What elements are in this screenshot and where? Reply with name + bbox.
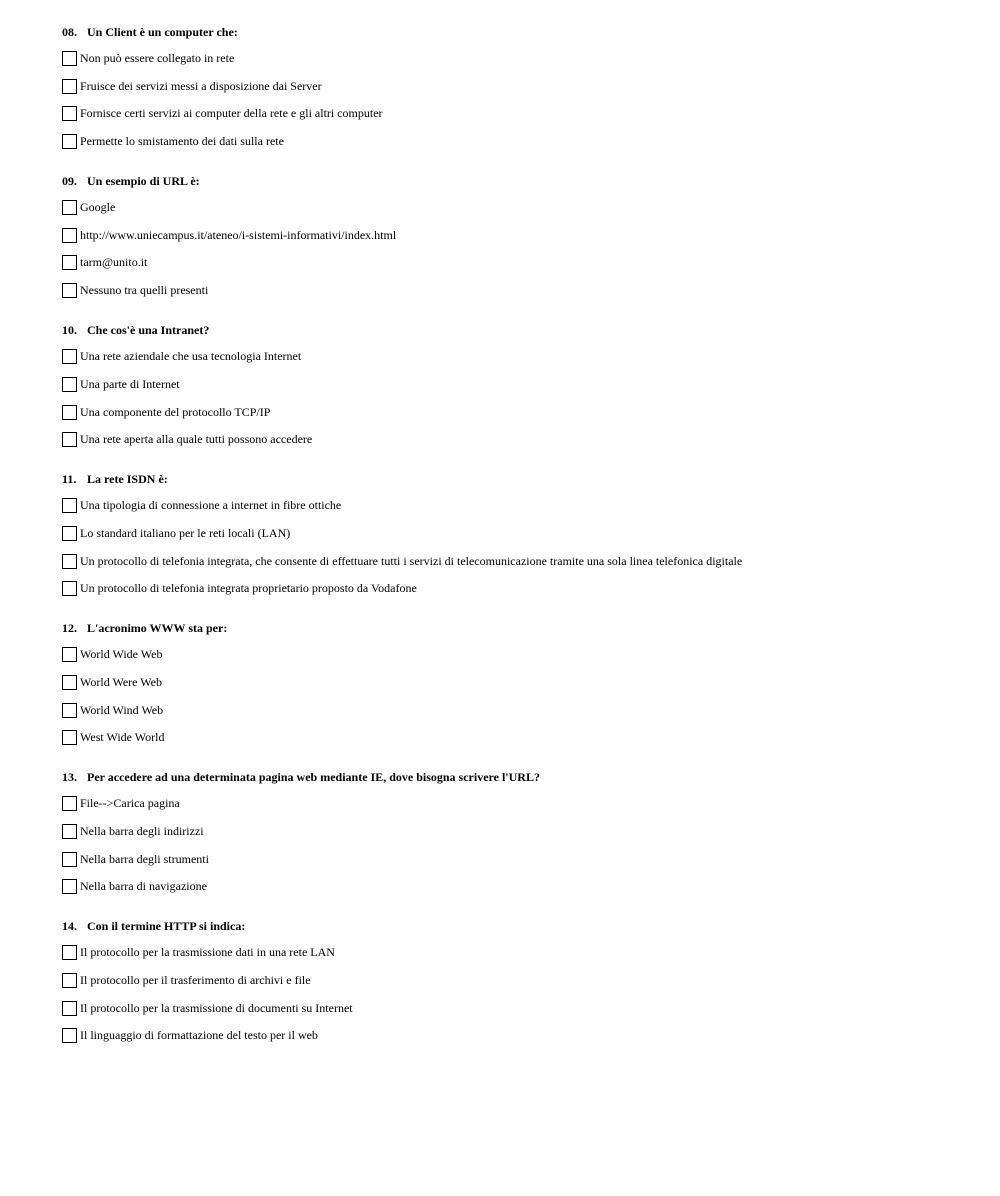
answer-checkbox[interactable] — [62, 1001, 77, 1016]
answer-label: File-->Carica pagina — [80, 796, 180, 811]
question-title — [62, 173, 962, 190]
answer-label: Il protocollo per la trasmissione di documenti su Internet — [80, 1000, 353, 1015]
question-text: La rete ISDN è: — [87, 472, 168, 487]
question-number: 10. — [62, 323, 77, 338]
answer-option[interactable] — [62, 50, 962, 67]
answer-label: Nessuno tra quelli presenti — [80, 283, 209, 298]
answer-checkbox[interactable] — [62, 349, 77, 364]
answer-label: Nella barra di navigazione — [80, 879, 207, 894]
answer-checkbox[interactable] — [62, 134, 77, 149]
answer-label: Un protocollo di telefonia integrata, che consente di effettuare tutti i servizi di telecomunicazione tramite una sola linea telefonica digitale — [80, 553, 743, 568]
answer-option[interactable] — [62, 1000, 962, 1017]
answer-label: Una tipologia di connessione a internet in fibre ottiche — [80, 498, 342, 513]
answer-checkbox[interactable] — [62, 498, 77, 513]
answer-option[interactable] — [62, 795, 962, 812]
answer-checkbox[interactable] — [62, 405, 77, 420]
answer-checkbox[interactable] — [62, 824, 77, 839]
answer-checkbox[interactable] — [62, 1028, 77, 1043]
answer-label: Nella barra degli indirizzi — [80, 824, 204, 838]
answer-label: World Were Web — [80, 674, 162, 689]
question-12 — [62, 620, 962, 746]
answer-option[interactable] — [62, 674, 962, 691]
answer-checkbox[interactable] — [62, 554, 77, 569]
question-number: 13. — [62, 770, 77, 785]
answer-label: Il linguaggio di formattazione del testo per il web — [80, 1028, 318, 1043]
answer-label: Lo standard italiano per le reti locali (LAN) — [80, 525, 291, 540]
answer-option[interactable] — [62, 851, 962, 868]
answer-checkbox[interactable] — [62, 51, 77, 66]
answer-option[interactable] — [62, 431, 962, 448]
answer-label: Il protocollo per la trasmissione dati in una rete LAN — [80, 945, 335, 960]
question-title — [62, 471, 962, 488]
answer-checkbox[interactable] — [62, 703, 77, 718]
question-number: 14. — [62, 919, 77, 934]
answer-label: Una parte di Internet — [80, 376, 180, 391]
answer-option[interactable] — [62, 133, 962, 150]
question-11 — [62, 471, 962, 597]
answer-option[interactable] — [62, 282, 962, 299]
answer-option[interactable] — [62, 646, 962, 663]
question-number: 11. — [62, 472, 77, 487]
answer-checkbox[interactable] — [62, 581, 77, 596]
question-number: 12. — [62, 621, 77, 636]
quiz-document — [62, 24, 962, 1067]
answer-checkbox[interactable] — [62, 432, 77, 447]
answer-label: Un protocollo di telefonia integrata proprietario proposto da Vodafone — [80, 581, 417, 596]
answer-label: Nella barra degli strumenti — [80, 851, 209, 866]
question-text: Un esempio di URL è: — [87, 174, 200, 189]
question-10 — [62, 322, 962, 448]
answer-checkbox[interactable] — [62, 255, 77, 270]
question-text: Un Client è un computer che: — [87, 25, 238, 39]
answer-label: tarm@unito.it — [80, 255, 148, 270]
answer-option[interactable] — [62, 972, 962, 989]
answer-checkbox[interactable] — [62, 675, 77, 690]
answer-checkbox[interactable] — [62, 852, 77, 867]
answer-checkbox[interactable] — [62, 377, 77, 392]
question-title — [62, 620, 962, 637]
answer-label: http://www.uniecampus.it/ateneo/i-sistemi-informativi/index.html — [80, 227, 397, 242]
answer-label: Fruisce dei servizi messi a disposizione dai Server — [80, 78, 322, 93]
answer-option[interactable] — [62, 78, 962, 95]
answer-checkbox[interactable] — [62, 200, 77, 215]
question-text: Per accedere ad una determinata pagina web mediante IE, dove bisogna scrivere l'URL? — [87, 770, 540, 785]
answer-checkbox[interactable] — [62, 879, 77, 894]
answer-checkbox[interactable] — [62, 973, 77, 988]
answer-option[interactable] — [62, 497, 962, 514]
answer-checkbox[interactable] — [62, 945, 77, 960]
answer-option[interactable] — [62, 729, 962, 746]
question-09 — [62, 173, 962, 299]
answer-label: Una rete aperta alla quale tutti possono accedere — [80, 432, 313, 447]
question-text: L'acronimo WWW sta per: — [87, 621, 228, 636]
question-13 — [62, 769, 962, 895]
answer-label: World Wide Web — [80, 647, 163, 662]
question-title — [62, 769, 962, 786]
answer-option[interactable] — [62, 878, 962, 895]
answer-label: Il protocollo per il trasferimento di archivi e file — [80, 973, 311, 988]
question-number: 08. — [62, 25, 77, 39]
answer-label: West Wide World — [80, 730, 165, 745]
answer-checkbox[interactable] — [62, 283, 77, 298]
question-text: Con il termine HTTP si indica: — [87, 919, 246, 934]
answer-checkbox[interactable] — [62, 228, 77, 243]
answer-checkbox[interactable] — [62, 79, 77, 94]
answer-option[interactable] — [62, 199, 962, 216]
answer-option[interactable] — [62, 376, 962, 393]
answer-option[interactable] — [62, 944, 962, 961]
answer-label: Una rete aziendale che usa tecnologia Internet — [80, 349, 302, 364]
question-title — [62, 918, 962, 935]
answer-label: World Wind Web — [80, 702, 164, 717]
answer-label: Non può essere collegato in rete — [80, 51, 235, 65]
answer-label: Google — [80, 200, 116, 215]
answer-checkbox[interactable] — [62, 796, 77, 811]
answer-option[interactable] — [62, 1027, 962, 1044]
answer-option[interactable] — [62, 702, 962, 719]
answer-checkbox[interactable] — [62, 526, 77, 541]
question-text: Che cos'è una Intranet? — [87, 323, 210, 338]
answer-label: Fornisce certi servizi ai computer della rete e gli altri computer — [80, 106, 383, 121]
answer-option[interactable] — [62, 580, 962, 597]
answer-label: Una componente del protocollo TCP/IP — [80, 404, 271, 419]
answer-option[interactable] — [62, 348, 962, 365]
question-08 — [62, 24, 962, 150]
question-number: 09. — [62, 174, 77, 189]
answer-option[interactable] — [62, 254, 962, 271]
answer-option[interactable] — [62, 404, 962, 421]
answer-label: Permette lo smistamento dei dati sulla rete — [80, 134, 284, 149]
answer-checkbox[interactable] — [62, 647, 77, 662]
question-14 — [62, 918, 962, 1044]
answer-option[interactable] — [62, 525, 962, 542]
question-title — [62, 322, 962, 339]
answer-option[interactable] — [62, 823, 962, 840]
answer-checkbox[interactable] — [62, 106, 77, 121]
answer-option[interactable] — [62, 227, 962, 244]
answer-checkbox[interactable] — [62, 730, 77, 745]
question-title — [62, 24, 962, 41]
answer-option[interactable] — [62, 553, 962, 570]
answer-option[interactable] — [62, 105, 962, 122]
